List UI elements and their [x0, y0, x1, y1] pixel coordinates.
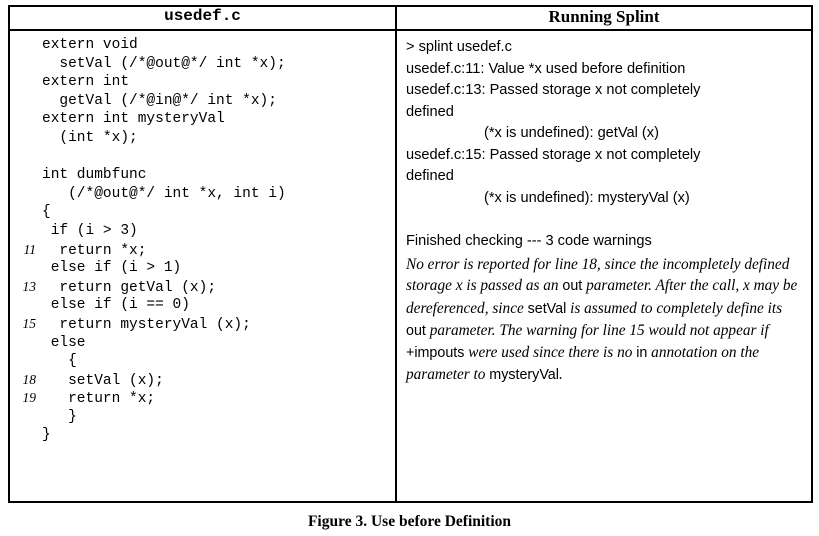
code-line: [10, 241, 395, 260]
code-line: [10, 389, 395, 408]
code-line-number: 13: [22, 278, 36, 294]
output-pane-title: Running Splint: [396, 6, 812, 30]
code-line: [10, 259, 395, 278]
output-message-line: defined: [406, 103, 454, 120]
code-line: [10, 92, 395, 111]
note-fragment: out: [406, 322, 426, 339]
code-line: [10, 426, 395, 445]
note-fragment: parameter. After the call, x may be dereferenced, since: [406, 277, 798, 317]
code-line: [10, 203, 395, 222]
code-line-text: extern int: [42, 74, 130, 91]
code-line: [10, 55, 395, 74]
code-line-text: int dumbfunc: [42, 167, 147, 184]
code-line: [10, 110, 395, 129]
code-pane-cell: [9, 30, 396, 502]
code-line-text: {: [42, 353, 77, 370]
note-fragment: were used since there is no: [464, 344, 637, 362]
code-line-text: else if (i == 0): [42, 297, 190, 314]
source-code-listing: [10, 31, 395, 501]
code-line: [10, 185, 395, 204]
code-line-text: setVal (x);: [42, 372, 164, 389]
code-line: [10, 278, 395, 297]
explanatory-note: [406, 254, 803, 387]
output-pane-cell: [396, 30, 812, 502]
note-fragment: parameter. The warning for line 15 would not appear if: [425, 321, 769, 339]
figure-table: [8, 5, 813, 503]
command-line: > splint usedef.c: [406, 39, 512, 55]
code-line-number: 19: [22, 390, 36, 406]
code-line-text: return *x;: [42, 391, 156, 408]
code-line: [10, 315, 395, 334]
code-line: [10, 222, 395, 241]
note-fragment: annotation on the parameter to: [406, 344, 760, 384]
code-line-text: (int *x);: [42, 129, 138, 146]
code-line: [10, 334, 395, 353]
figure-container: [8, 5, 811, 531]
code-line-text: {: [42, 204, 51, 221]
note-fragment: in: [636, 345, 648, 362]
output-message-line: defined: [406, 168, 454, 184]
code-line-text: }: [42, 427, 51, 444]
code-line: [10, 371, 395, 390]
code-line-text: extern void: [42, 37, 138, 53]
code-line-text: return getVal (x);: [42, 279, 217, 296]
code-line: [10, 36, 395, 55]
code-line-text: (/*@out@*/ int *x, int i): [42, 185, 286, 202]
code-line-text: if (i > 3): [42, 222, 138, 239]
note-fragment: is assumed to completely define its: [566, 299, 783, 317]
code-line-text: setVal (/*@out@*/ int *x);: [42, 55, 286, 72]
output-message-line: usedef.c:13: Passed storage x not completely: [406, 82, 701, 98]
note-fragment: +impouts: [406, 345, 465, 362]
code-line-number: 11: [23, 241, 36, 257]
note-fragment: out: [562, 278, 583, 295]
output-message-line: usedef.c:11: Value *x used before definition: [406, 60, 686, 77]
note-fragment: mysteryVal: [489, 367, 559, 384]
output-message-line: Finished checking --- 3 code warnings: [406, 232, 652, 249]
code-line-text: else: [42, 334, 86, 351]
code-line: [10, 129, 395, 148]
note-fragment: No error is reported for line 18, since the incompletely defined storage x is passed as an: [406, 256, 790, 295]
output-message-line: usedef.c:15: Passed storage x not completely: [406, 146, 701, 163]
code-line-text: else if (i > 1): [42, 260, 182, 277]
warning-messages: [406, 59, 803, 253]
code-line-text: }: [42, 408, 77, 425]
code-line: [10, 408, 395, 427]
code-line-text: getVal (/*@in@*/ int *x);: [42, 92, 277, 109]
code-line-text: return mysteryVal (x);: [42, 316, 251, 333]
note-fragment: setVal: [527, 300, 567, 317]
code-line-number: 18: [22, 371, 36, 387]
code-line: [10, 296, 395, 315]
note-fragment: .: [558, 366, 563, 384]
code-line-text: return *x;: [42, 242, 147, 259]
code-line-text: extern int mysteryVal: [42, 111, 225, 128]
code-line-number: 15: [22, 315, 36, 331]
output-message-line: (*x is undefined): mysteryVal (x): [484, 189, 690, 206]
output-blank-line: [406, 209, 803, 231]
code-line: [10, 166, 395, 185]
code-line: [10, 73, 395, 92]
splint-output: [397, 31, 811, 501]
code-line: [10, 148, 395, 167]
code-line: [10, 352, 395, 371]
table-body-row: [9, 30, 812, 502]
output-message-line: (*x is undefined): getVal (x): [484, 125, 659, 141]
code-pane-title: usedef.c: [9, 6, 396, 30]
figure-caption: Figure 3. Use before Definition: [307, 513, 512, 530]
table-header-row: [9, 6, 812, 30]
